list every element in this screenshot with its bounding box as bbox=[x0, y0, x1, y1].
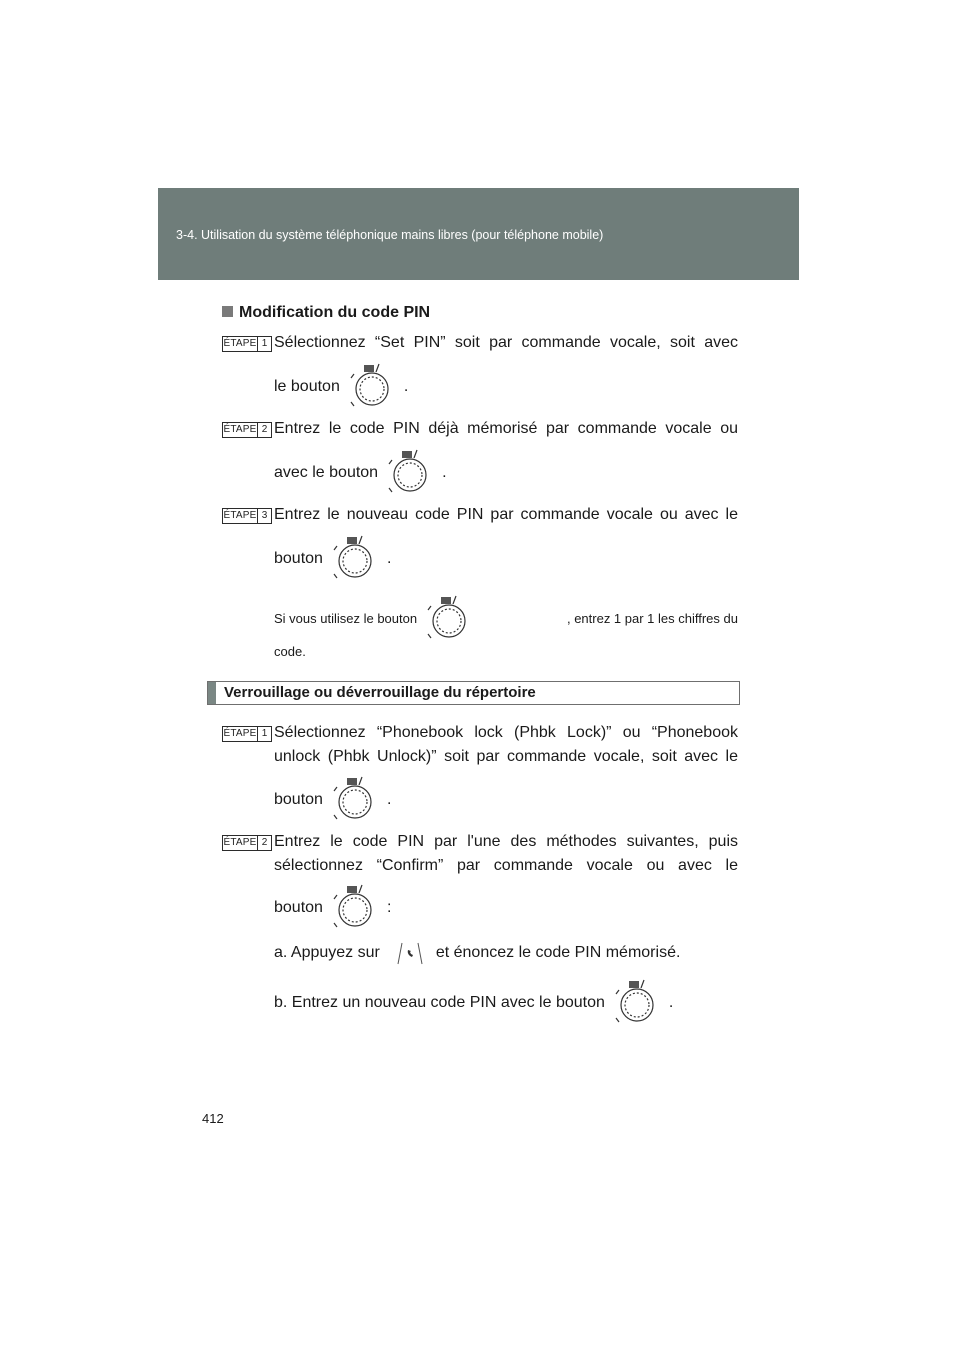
chapter-header bbox=[158, 188, 799, 280]
subsection-title: Modification du code PIN bbox=[222, 304, 430, 322]
step-text: Sélectionnez “Set PIN” soit par commande vocale, soit avec bbox=[274, 334, 738, 351]
section-title: Verrouillage ou déverrouillage du répertoire bbox=[224, 684, 536, 701]
step-text: bouton : bbox=[274, 883, 738, 933]
step-text: avec le bouton . bbox=[274, 448, 738, 498]
step-text: bouton . bbox=[274, 534, 738, 584]
step-text: Entrez le nouveau code PIN par commande vocale ou avec le bbox=[274, 506, 738, 523]
note-text: Si vous utilisez le bouton , entrez 1 par 1 les chiffres du bbox=[274, 594, 738, 644]
tune-select-knob-icon bbox=[384, 448, 436, 498]
tune-select-knob-icon bbox=[611, 978, 663, 1028]
step-text: Entrez le code PIN par l'une des méthodes suivantes, puis bbox=[274, 833, 738, 850]
step-badge: ÉTAPE 2 bbox=[222, 422, 272, 438]
step-text: sélectionnez “Confirm” par commande vocale ou avec le bbox=[274, 857, 738, 874]
tune-select-knob-icon bbox=[346, 362, 398, 412]
option-b: b. Entrez un nouveau code PIN avec le bouton . bbox=[274, 978, 738, 1028]
chapter-header-text: 3-4. Utilisation du système téléphonique mains libres (pour téléphone mobile) bbox=[176, 228, 604, 242]
step-text: Sélectionnez “Phonebook lock (Phbk Lock)” ou “Phonebook bbox=[274, 724, 738, 741]
step-text: Entrez le code PIN déjà mémorisé par commande vocale ou bbox=[274, 420, 738, 437]
talk-switch-icon bbox=[396, 940, 424, 966]
step-badge: ÉTAPE 2 bbox=[222, 835, 272, 851]
section-title-bar bbox=[207, 681, 740, 705]
step-text: le bouton . bbox=[274, 362, 738, 412]
tune-select-knob-icon bbox=[329, 883, 381, 933]
section-accent bbox=[208, 682, 216, 704]
option-a: a. Appuyez sur et énoncez le code PIN mémorisé. bbox=[274, 940, 738, 966]
square-bullet-icon bbox=[222, 306, 233, 317]
step-badge: ÉTAPE 3 bbox=[222, 508, 272, 524]
note-text: code. bbox=[274, 644, 306, 659]
page-number: 412 bbox=[202, 1111, 224, 1126]
step-badge: ÉTAPE 1 bbox=[222, 726, 272, 742]
tune-select-knob-icon bbox=[423, 594, 475, 644]
step-text: bouton . bbox=[274, 775, 738, 825]
step-text: unlock (Phbk Unlock)” soit par commande vocale, soit avec le bbox=[274, 748, 738, 765]
tune-select-knob-icon bbox=[329, 534, 381, 584]
tune-select-knob-icon bbox=[329, 775, 381, 825]
step-badge: ÉTAPE 1 bbox=[222, 336, 272, 352]
